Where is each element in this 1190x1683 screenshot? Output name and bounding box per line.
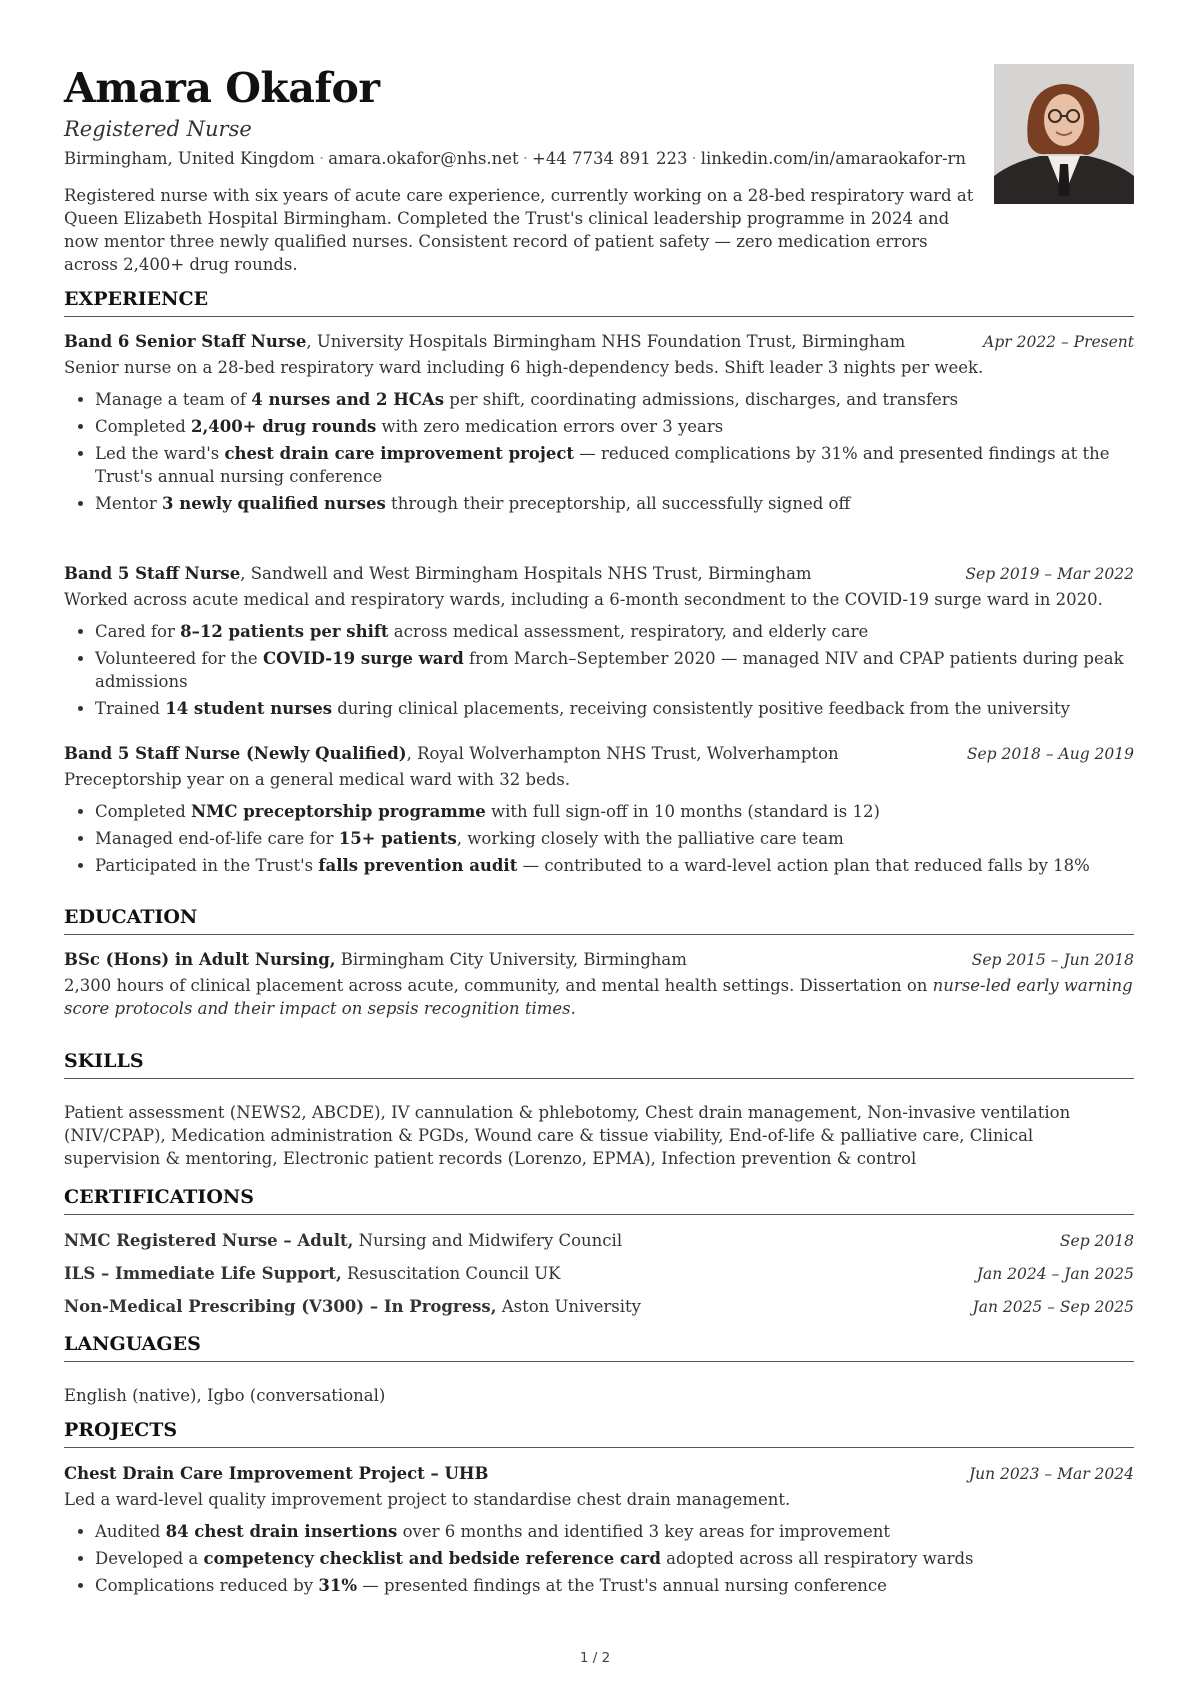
section-title-experience: EXPERIENCE: [64, 288, 1134, 317]
section-title-languages: LANGUAGES: [64, 1333, 1134, 1362]
certification-date: Sep 2018: [1059, 1232, 1134, 1250]
job-description: Worked across acute medical and respiratory wards, including a 6-month secondment to the COVID-19 surge ward in 2020.: [64, 590, 1103, 609]
contact-phone[interactable]: +44 7734 891 223: [531, 149, 688, 168]
project-dates: Jun 2023 – Mar 2024: [968, 1465, 1134, 1483]
page-number: 1 / 2: [579, 1650, 611, 1666]
job-bullets: [64, 388, 1134, 515]
bullet-item: • Participated in the Trust's falls prevention audit — contributed to a ward-level action plan that reduced falls by 18%: [95, 854, 1134, 877]
project-entry: [64, 1462, 1134, 1601]
bullet-item: • Led the ward's chest drain care improvement project — reduced complications by 31% and presented findings at the Trust's annual nursing conference: [95, 442, 1134, 488]
contact-email[interactable]: amara.okafor@nhs.net: [328, 149, 519, 168]
experience-entry: [64, 562, 1134, 724]
job-title: Band 5 Staff Nurse: [64, 564, 241, 583]
job-title: Band 5 Staff Nurse (Newly Qualified): [64, 744, 407, 763]
project-title: Chest Drain Care Improvement Project – UHB: [64, 1464, 489, 1483]
section-title-certifications: CERTIFICATIONS: [64, 1186, 1134, 1215]
section-title-projects: PROJECTS: [64, 1419, 1134, 1448]
entry-header: [64, 948, 1134, 972]
profile-photo: [994, 64, 1134, 204]
bullet-item: • Manage a team of 4 nurses and 2 HCAs per shift, coordinating admissions, discharges, and transfers: [95, 388, 1134, 411]
job-dates: Apr 2022 – Present: [983, 333, 1134, 351]
job-bullets: [64, 620, 1134, 720]
contact-line: [64, 149, 966, 168]
education-entry: [64, 948, 1134, 1020]
job-description: Senior nurse on a 28-bed respiratory ward including 6 high-dependency beds. Shift leader 3 nights per week.: [64, 358, 984, 377]
school-name: Birmingham City University, Birmingham: [335, 950, 687, 969]
job-title: Band 6 Senior Staff Nurse: [64, 332, 307, 351]
skills-list: Patient assessment (NEWS2, ABCDE), IV cannulation & phlebotomy, Chest drain management, Non-invasive ventilation (NIV/CPAP), Medication administration & PGDs, Wound care & tissue viability, End-of-life & palliative care, Clinical supervision & mentoring, Electronic patient records (Lorenzo, EPMA), Infection prevention & control: [64, 1103, 1071, 1168]
project-bullets: [64, 1520, 1134, 1597]
entry-header: [64, 742, 1134, 766]
job-bullets: [64, 800, 1134, 877]
job-org: , Sandwell and West Birmingham Hospitals NHS Trust, Birmingham: [240, 564, 812, 583]
profile-summary: Registered nurse with six years of acute care experience, currently working on a 28-bed respiratory ward at Queen Elizabeth Hospital Birmingham. Completed the Trust's clinical leadership programme in 2024 and now mentor three newly qualified nurses. Consistent record of patient safety — zero medication errors across 2,400+ drug rounds.: [64, 186, 974, 274]
bullet-item: • Audited 84 chest drain insertions over 6 months and identified 3 key areas for improvement: [95, 1520, 1134, 1543]
bullet-item: • Trained 14 student nurses during clinical placements, receiving consistently positive feedback from the university: [95, 697, 1134, 720]
bullet-item: • Complications reduced by 31% — presented findings at the Trust's annual nursing conference: [95, 1574, 1134, 1597]
job-org: , Royal Wolverhampton NHS Trust, Wolverhampton: [406, 744, 839, 763]
job-dates: Sep 2018 – Aug 2019: [966, 745, 1134, 763]
certification-item: Non-Medical Prescribing (V300) – In Progress, Aston University Jan 2025 – Sep 2025: [64, 1295, 1134, 1319]
contact-separator: ·: [691, 149, 697, 168]
bullet-item: • Mentor 3 newly qualified nurses through their preceptorship, all successfully signed off: [95, 492, 1134, 515]
languages-list: English (native), Igbo (conversational): [64, 1386, 386, 1405]
certification-item: ILS – Immediate Life Support, Resuscitation Council UK Jan 2024 – Jan 2025: [64, 1262, 1134, 1286]
entry-header: [64, 562, 1134, 586]
certification-item: NMC Registered Nurse – Adult, Nursing and Midwifery Council Sep 2018: [64, 1229, 1134, 1253]
experience-entry: [64, 742, 1134, 881]
project-description: Led a ward-level quality improvement project to standardise chest drain management.: [64, 1490, 791, 1509]
certifications-list: [64, 1229, 1134, 1328]
job-dates: Sep 2019 – Mar 2022: [965, 565, 1134, 583]
entry-header: [64, 330, 1134, 354]
education-dates: Sep 2015 – Jun 2018: [971, 951, 1134, 969]
bullet-item: • Completed 2,400+ drug rounds with zero medication errors over 3 years: [95, 415, 1134, 438]
bullet-item: • Developed a competency checklist and bedside reference card adopted across all respiratory wards: [95, 1547, 1134, 1570]
contact-separator: ·: [522, 149, 528, 168]
candidate-role: Registered Nurse: [64, 117, 252, 141]
job-description: Preceptorship year on a general medical ward with 32 beds.: [64, 770, 571, 789]
contact-separator: ·: [318, 149, 325, 168]
certification-date: Jan 2024 – Jan 2025: [976, 1265, 1134, 1283]
bullet-item: • Completed NMC preceptorship programme with full sign-off in 10 months (standard is 12): [95, 800, 1134, 823]
portrait-image: [994, 64, 1134, 204]
entry-header: [64, 1462, 1134, 1486]
bullet-item: • Cared for 8–12 patients per shift across medical assessment, respiratory, and elderly care: [95, 620, 1134, 643]
contact-location: Birmingham, United Kingdom: [64, 149, 315, 168]
candidate-name: Amara Okafor: [64, 64, 380, 112]
degree-title: BSc (Hons) in Adult Nursing,: [64, 950, 336, 969]
certification-date: Jan 2025 – Sep 2025: [972, 1298, 1134, 1316]
education-description: 2,300 hours of clinical placement across acute, community, and mental health settings. Dissertation on nurse-led early warning score protocols and their impact on sepsis recognition times.: [64, 976, 1133, 1018]
experience-entry: [64, 330, 1134, 519]
bullet-item: • Volunteered for the COVID-19 surge ward from March–September 2020 — managed NIV and CPAP patients during peak admissions: [95, 647, 1134, 693]
bullet-item: • Managed end-of-life care for 15+ patients, working closely with the palliative care team: [95, 827, 1134, 850]
section-title-skills: SKILLS: [64, 1050, 1134, 1079]
section-title-education: EDUCATION: [64, 906, 1134, 935]
contact-linkedin[interactable]: linkedin.com/in/amaraokafor-rn: [700, 149, 967, 168]
job-org: , University Hospitals Birmingham NHS Foundation Trust, Birmingham: [306, 332, 906, 351]
